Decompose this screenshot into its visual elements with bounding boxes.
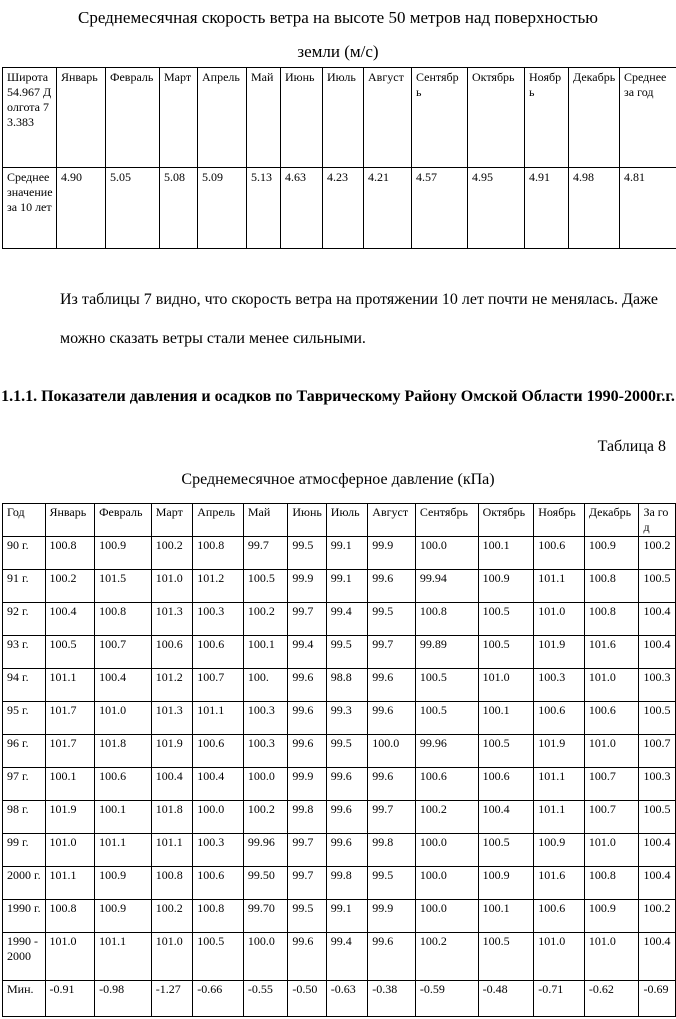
data-cell: 5.13	[247, 168, 281, 249]
data-cell: 100.8	[45, 900, 95, 933]
data-cell: 99.7	[368, 801, 416, 834]
data-cell: 100.2	[45, 570, 95, 603]
data-cell: 100.4	[45, 603, 95, 636]
row-label-cell: 90 г.	[3, 537, 46, 570]
header-cell: Март	[151, 504, 192, 537]
data-cell: 4.63	[281, 168, 323, 249]
header-cell: Январь	[57, 68, 106, 168]
data-cell: 100.1	[45, 768, 95, 801]
header-cell: Апрель	[198, 68, 247, 168]
data-cell: 99.6	[288, 735, 326, 768]
data-cell: 100.4	[639, 636, 676, 669]
row-label-cell: 1990 - 2000	[3, 933, 46, 981]
row-label-cell: 1990 г.	[3, 900, 46, 933]
data-cell: 99.6	[326, 801, 367, 834]
data-cell: -0.50	[288, 981, 326, 1017]
data-cell: 99.7	[243, 537, 288, 570]
data-cell: 100.0	[415, 537, 478, 570]
data-cell: 100.8	[584, 570, 639, 603]
header-cell: Ноябрь	[525, 68, 569, 168]
data-cell: 101.2	[193, 570, 244, 603]
data-cell: 5.09	[198, 168, 247, 249]
data-cell: 100.3	[639, 669, 676, 702]
data-cell: 100.6	[193, 735, 244, 768]
data-cell: 101.0	[534, 603, 585, 636]
row-label-cell: 94 г.	[3, 669, 46, 702]
header-cell: Август	[368, 504, 416, 537]
data-cell: 100.6	[584, 702, 639, 735]
header-cell: Май	[247, 68, 281, 168]
data-cell: 99.5	[368, 867, 416, 900]
data-cell: 100.5	[45, 636, 95, 669]
wind-caption-line2: земли (м/с)	[297, 42, 379, 61]
data-cell: 101.1	[45, 669, 95, 702]
table-number: Таблица 8	[597, 438, 666, 455]
data-cell: 100.2	[639, 537, 676, 570]
data-cell: 100.2	[415, 933, 478, 981]
data-cell: 99.7	[288, 834, 326, 867]
data-cell: 100.7	[95, 636, 152, 669]
data-cell: 99.7	[288, 867, 326, 900]
data-cell: 101.1	[95, 834, 152, 867]
data-cell: -1.27	[151, 981, 192, 1017]
data-cell: -0.71	[534, 981, 585, 1017]
header-cell: Декабрь	[584, 504, 639, 537]
data-cell: 100.7	[584, 801, 639, 834]
row-label-cell: 98 г.	[3, 801, 46, 834]
data-cell: 5.08	[160, 168, 198, 249]
data-cell: 100.8	[95, 603, 152, 636]
data-cell: 101.7	[45, 735, 95, 768]
data-cell: 100.0	[415, 834, 478, 867]
header-cell: Среднее за год	[620, 68, 676, 168]
row-label-cell: Среднее значение за 10 лет	[3, 168, 57, 249]
table-row	[3, 981, 676, 1017]
data-cell: 101.7	[45, 702, 95, 735]
table-row	[3, 537, 676, 570]
data-cell: 101.9	[151, 735, 192, 768]
data-cell: 101.0	[45, 834, 95, 867]
data-cell: 101.0	[95, 702, 152, 735]
data-cell: 100.6	[95, 768, 152, 801]
data-cell: 100.1	[478, 900, 534, 933]
header-cell: Февраль	[95, 504, 152, 537]
data-cell: 100.6	[193, 867, 244, 900]
header-cell: Год	[3, 504, 46, 537]
table-row	[3, 603, 676, 636]
table-row	[3, 834, 676, 867]
table-header-row	[3, 504, 676, 537]
data-cell: 100.2	[151, 537, 192, 570]
header-cell: Декабрь	[569, 68, 620, 168]
data-cell: 4.95	[468, 168, 525, 249]
data-cell: 99.8	[368, 834, 416, 867]
data-cell: 100.3	[243, 735, 288, 768]
data-cell: 100.8	[151, 867, 192, 900]
row-label-cell: 99 г.	[3, 834, 46, 867]
data-cell: 101.9	[534, 735, 585, 768]
data-cell: 101.1	[534, 570, 585, 603]
data-cell: 99.5	[288, 900, 326, 933]
data-cell: 100.2	[415, 801, 478, 834]
row-label-cell: 97 г.	[3, 768, 46, 801]
data-cell: 100.5	[639, 702, 676, 735]
header-cell: Февраль	[106, 68, 160, 168]
data-cell: 100.7	[193, 669, 244, 702]
data-cell: 99.4	[326, 603, 367, 636]
header-cell: Широта 54.967 Долгота 73.383	[3, 68, 57, 168]
data-cell: 99.4	[288, 636, 326, 669]
header-cell: Октябрь	[468, 68, 525, 168]
data-cell: 100.2	[243, 603, 288, 636]
header-cell: Июль	[326, 504, 367, 537]
row-label-cell: 91 г.	[3, 570, 46, 603]
header-cell: Апрель	[193, 504, 244, 537]
data-cell: 100.0	[368, 735, 416, 768]
data-cell: 99.89	[415, 636, 478, 669]
data-cell: 100.8	[193, 537, 244, 570]
data-cell: 100.4	[639, 867, 676, 900]
pressure-table-caption: Среднемесячное атмосферное давление (кПа)	[181, 471, 495, 488]
data-cell: 100.7	[584, 768, 639, 801]
data-cell: 100.6	[193, 636, 244, 669]
data-cell: 101.0	[151, 933, 192, 981]
data-cell: 99.3	[326, 702, 367, 735]
data-cell: 99.70	[243, 900, 288, 933]
data-cell: 99.8	[288, 801, 326, 834]
data-cell: 100.4	[151, 768, 192, 801]
data-cell: 4.81	[620, 168, 676, 249]
data-cell: 100.3	[534, 669, 585, 702]
data-cell: 100.2	[151, 900, 192, 933]
data-cell: 100.6	[478, 768, 534, 801]
data-cell: 100.9	[478, 867, 534, 900]
data-cell: 99.5	[326, 636, 367, 669]
data-cell: 100.6	[534, 537, 585, 570]
data-cell: 100.4	[639, 834, 676, 867]
table-row	[3, 867, 676, 900]
data-cell: 101.0	[584, 669, 639, 702]
data-cell: 100.6	[151, 636, 192, 669]
table-header-row	[3, 68, 676, 168]
row-label-cell: Мин.	[3, 981, 46, 1017]
data-cell: 100.9	[95, 537, 152, 570]
data-cell: 100.5	[639, 801, 676, 834]
data-cell: 98.8	[326, 669, 367, 702]
data-cell: 100.4	[639, 933, 676, 981]
data-cell: 101.0	[478, 669, 534, 702]
data-cell: 100.2	[639, 900, 676, 933]
data-cell: 99.9	[288, 768, 326, 801]
data-cell: 99.6	[368, 570, 416, 603]
data-cell: 100.8	[584, 603, 639, 636]
data-cell: 100.0	[193, 801, 244, 834]
data-cell: 100.5	[478, 636, 534, 669]
data-cell: 100.4	[95, 669, 152, 702]
section-heading: 1.1.1. Показатели давления и осадков по Таврическому Району Омской Области 1990-2000г.г.	[1, 388, 675, 405]
data-cell: 99.9	[368, 537, 416, 570]
data-cell: 100.6	[534, 702, 585, 735]
table-row	[3, 168, 676, 249]
data-cell: 101.1	[534, 768, 585, 801]
header-cell: Июль	[323, 68, 364, 168]
data-cell: 100.1	[95, 801, 152, 834]
data-cell: 101.6	[534, 867, 585, 900]
data-cell: 100.8	[415, 603, 478, 636]
table-row	[3, 768, 676, 801]
data-cell: 100.4	[478, 801, 534, 834]
data-cell: 99.6	[368, 768, 416, 801]
data-cell: 101.6	[584, 636, 639, 669]
data-cell: 100.1	[478, 537, 534, 570]
data-cell: 100.5	[243, 570, 288, 603]
data-cell: 99.50	[243, 867, 288, 900]
data-cell: -0.63	[326, 981, 367, 1017]
header-cell: Август	[364, 68, 412, 168]
data-cell: 101.5	[95, 570, 152, 603]
data-cell: 99.6	[326, 834, 367, 867]
data-cell: -0.38	[368, 981, 416, 1017]
data-cell: 100.5	[415, 669, 478, 702]
data-cell: 100.3	[243, 702, 288, 735]
table-row	[3, 669, 676, 702]
wind-caption-line1: Среднемесячная скорость ветра на высоте 50 метров над поверхностью	[78, 8, 598, 27]
data-cell: 99.7	[368, 636, 416, 669]
data-cell: 5.05	[106, 168, 160, 249]
data-cell: 100.4	[193, 768, 244, 801]
table-row	[3, 933, 676, 981]
data-cell: 99.7	[288, 603, 326, 636]
data-cell: -0.91	[45, 981, 95, 1017]
data-cell: 100.5	[478, 603, 534, 636]
data-cell: 99.5	[288, 537, 326, 570]
data-cell: 100.9	[95, 867, 152, 900]
data-cell: 99.94	[415, 570, 478, 603]
header-cell: Июнь	[288, 504, 326, 537]
header-cell: Январь	[45, 504, 95, 537]
header-cell: Сентябрь	[415, 504, 478, 537]
data-cell: 101.8	[151, 801, 192, 834]
data-cell: 99.9	[288, 570, 326, 603]
table-row	[3, 735, 676, 768]
data-cell: 99.6	[288, 702, 326, 735]
data-cell: 101.0	[151, 570, 192, 603]
data-cell: 100.5	[415, 702, 478, 735]
data-cell: 4.98	[569, 168, 620, 249]
data-cell: 101.1	[193, 702, 244, 735]
data-cell: 100.6	[415, 768, 478, 801]
data-cell: 99.5	[368, 603, 416, 636]
data-cell: 99.1	[326, 537, 367, 570]
header-cell: Март	[160, 68, 198, 168]
data-cell: 99.1	[326, 570, 367, 603]
data-cell: 4.21	[364, 168, 412, 249]
data-cell: 101.0	[584, 735, 639, 768]
header-cell: Май	[243, 504, 288, 537]
data-cell: -0.66	[193, 981, 244, 1017]
header-cell: Ноябрь	[534, 504, 585, 537]
data-cell: 101.0	[45, 933, 95, 981]
data-cell: 101.3	[151, 702, 192, 735]
row-label-cell: 2000 г.	[3, 867, 46, 900]
data-cell: 101.3	[151, 603, 192, 636]
row-label-cell: 96 г.	[3, 735, 46, 768]
data-cell: 100.8	[193, 900, 244, 933]
data-cell: 99.6	[368, 702, 416, 735]
data-cell: 100.0	[243, 768, 288, 801]
data-cell: 99.6	[368, 669, 416, 702]
table-row	[3, 702, 676, 735]
data-cell: 99.1	[326, 900, 367, 933]
data-cell: 101.9	[534, 636, 585, 669]
data-cell: 100.5	[478, 933, 534, 981]
data-cell: 100.2	[243, 801, 288, 834]
data-cell: 100.5	[478, 834, 534, 867]
data-cell: 100.9	[534, 834, 585, 867]
data-cell: -0.98	[95, 981, 152, 1017]
wind-table-caption	[0, 0, 676, 68]
data-cell: 100.9	[584, 900, 639, 933]
data-cell: 99.6	[288, 933, 326, 981]
data-cell: 100.8	[45, 537, 95, 570]
data-cell: 100.4	[639, 603, 676, 636]
data-cell: 101.0	[534, 933, 585, 981]
data-cell: 100.5	[193, 933, 244, 981]
data-cell: 100.9	[95, 900, 152, 933]
data-cell: 4.91	[525, 168, 569, 249]
data-cell: 99.6	[368, 933, 416, 981]
table-row	[3, 900, 676, 933]
data-cell: -0.69	[639, 981, 676, 1017]
data-cell: -0.55	[243, 981, 288, 1017]
data-cell: 100.3	[639, 768, 676, 801]
data-cell: 100.9	[478, 570, 534, 603]
table-row	[3, 570, 676, 603]
data-cell: 100.3	[193, 603, 244, 636]
data-cell: 99.4	[326, 933, 367, 981]
data-cell: 100.0	[415, 900, 478, 933]
data-cell: 101.2	[151, 669, 192, 702]
data-cell: 101.0	[584, 834, 639, 867]
row-label-cell: 93 г.	[3, 636, 46, 669]
data-cell: 101.9	[45, 801, 95, 834]
data-cell: 99.96	[415, 735, 478, 768]
data-cell: 100.0	[243, 933, 288, 981]
data-cell: 4.57	[412, 168, 468, 249]
data-cell: 101.8	[95, 735, 152, 768]
table-row	[3, 636, 676, 669]
data-cell: 100.0	[415, 867, 478, 900]
row-label-cell: 92 г.	[3, 603, 46, 636]
data-cell: 100.7	[639, 735, 676, 768]
data-cell: 100.6	[534, 900, 585, 933]
data-cell: 4.90	[57, 168, 106, 249]
data-cell: 99.9	[368, 900, 416, 933]
data-cell: 99.6	[288, 669, 326, 702]
data-cell: 99.6	[326, 768, 367, 801]
row-label-cell: 95 г.	[3, 702, 46, 735]
header-cell: Октябрь	[478, 504, 534, 537]
wind-speed-table	[2, 67, 676, 249]
data-cell: 100.8	[584, 867, 639, 900]
body-paragraph: Из таблицы 7 видно, что скорость ветра на протяжении 10 лет почти не менялась. Даже можно сказать ветры стали менее сильными.	[60, 291, 658, 347]
data-cell: 101.1	[95, 933, 152, 981]
data-cell: 101.1	[534, 801, 585, 834]
data-cell: 101.1	[45, 867, 95, 900]
pressure-table	[2, 503, 676, 1017]
data-cell: 99.5	[326, 735, 367, 768]
data-cell: 99.96	[243, 834, 288, 867]
header-cell: Сентябрь	[412, 68, 468, 168]
data-cell: -0.62	[584, 981, 639, 1017]
data-cell: 100.9	[584, 537, 639, 570]
data-cell: 100.3	[193, 834, 244, 867]
data-cell: 100.1	[478, 702, 534, 735]
data-cell: 101.1	[151, 834, 192, 867]
data-cell: 100.	[243, 669, 288, 702]
header-cell: Июнь	[281, 68, 323, 168]
table-row	[3, 801, 676, 834]
data-cell: 100.1	[243, 636, 288, 669]
data-cell: 101.0	[584, 933, 639, 981]
data-cell: 100.5	[639, 570, 676, 603]
data-cell: -0.48	[478, 981, 534, 1017]
data-cell: -0.59	[415, 981, 478, 1017]
data-cell: 100.5	[478, 735, 534, 768]
data-cell: 99.8	[326, 867, 367, 900]
data-cell: 4.23	[323, 168, 364, 249]
header-cell: За год	[639, 504, 676, 537]
